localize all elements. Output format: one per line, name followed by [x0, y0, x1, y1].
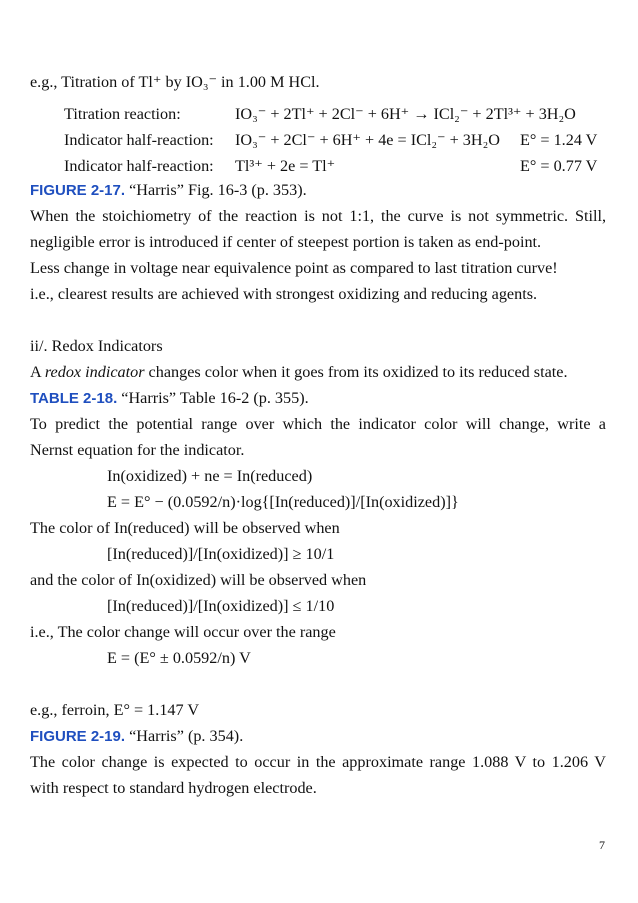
equation-nernst: E = E° − (0.0592/n)·log{[In(reduced)]/[In(oxidized)]}: [107, 493, 459, 511]
ferroin-example: e.g., ferroin, E° = 1.147 V: [30, 701, 200, 719]
potential-value: E° = 1.24 V: [520, 131, 598, 149]
equation-ratio-low: [In(reduced)]/[In(oxidized)] ≤ 1/10: [107, 597, 335, 615]
figure-label: FIGURE 2-17.: [30, 182, 126, 199]
paragraph-line: Less change in voltage near equivalence point as compared to last titration curve!: [30, 259, 558, 277]
equation-ratio-high: [In(reduced)]/[In(oxidized)] ≥ 10/1: [107, 545, 335, 563]
titration-reaction-equation: [235, 104, 576, 124]
example-line: [30, 72, 320, 92]
table-label: TABLE 2-18.: [30, 390, 118, 407]
paragraph-line: with respect to standard hydrogen electrode.: [30, 779, 317, 797]
half-reaction-1-potential: [520, 130, 597, 150]
half-reaction-1-text: IO₃⁻ + 2Cl⁻ + 6H⁺ + 4e = ICl₂⁻ + 3H₂O: [235, 131, 500, 149]
paragraph-line: and the color of In(oxidized) will be observed when: [30, 571, 367, 589]
equation-range: E = (E° ± 0.0592/n) V: [107, 649, 251, 667]
paragraph-line: The color change is expected to occur in the approximate range 1.088 V to 1.206 V: [30, 753, 606, 771]
table-caption: “Harris” Table 16-2 (p. 355).: [117, 389, 309, 407]
figure-label: FIGURE 2-19.: [30, 728, 126, 745]
figure-2-19-ref: [30, 726, 243, 747]
section-heading: ii/. Redox Indicators: [30, 337, 163, 355]
titration-reaction-line: [64, 104, 181, 124]
half-reaction-1-equation: [235, 130, 500, 150]
text: A: [30, 363, 45, 381]
titration-reaction-label: Titration reaction:: [64, 105, 181, 123]
half-reaction-label: Indicator half-reaction:: [64, 131, 214, 149]
paragraph-line: Nernst equation for the indicator.: [30, 441, 245, 459]
indicator-half-reaction-2: [64, 156, 214, 176]
page-number: 7: [599, 838, 605, 852]
figure-2-17-ref: [30, 180, 307, 201]
emphasis-term: redox indicator: [44, 363, 145, 381]
paragraph-line: i.e., The color change will occur over the range: [30, 623, 336, 641]
paragraph-line: negligible error is introduced if center of steepest portion is taken as end-point.: [30, 233, 542, 251]
figure-caption: “Harris” (p. 354).: [125, 727, 244, 745]
figure-caption: “Harris” Fig. 16-3 (p. 353).: [125, 181, 307, 199]
example-text: e.g., Titration of Tl⁺ by IO₃⁻ in 1.00 M HCl.: [30, 73, 320, 91]
titration-equation-text: IO₃⁻ + 2Tl⁺ + 2Cl⁻ + 6H⁺ → ICl₂⁻ + 2Tl³⁺ + 3H₂O: [235, 105, 576, 123]
table-2-18-ref: [30, 388, 309, 409]
half-reaction-2-equation: [235, 156, 335, 176]
redox-indicator-definition: [30, 362, 568, 382]
potential-value: E° = 0.77 V: [520, 157, 598, 175]
equation-half-reaction: In(oxidized) + ne = In(reduced): [107, 467, 313, 485]
indicator-half-reaction-1: [64, 130, 214, 150]
text: changes color when it goes from its oxidized to its reduced state.: [144, 363, 568, 381]
half-reaction-2-text: Tl³⁺ + 2e = Tl⁺: [235, 157, 336, 175]
paragraph-line: The color of In(reduced) will be observed when: [30, 519, 340, 537]
paragraph-line: When the stoichiometry of the reaction is not 1:1, the curve is not symmetric. Still,: [30, 207, 606, 225]
paragraph-line: i.e., clearest results are achieved with strongest oxidizing and reducing agents.: [30, 285, 538, 303]
half-reaction-label: Indicator half-reaction:: [64, 157, 214, 175]
half-reaction-2-potential: [520, 156, 597, 176]
paragraph-line: To predict the potential range over which the indicator color will change, write a: [30, 415, 606, 433]
